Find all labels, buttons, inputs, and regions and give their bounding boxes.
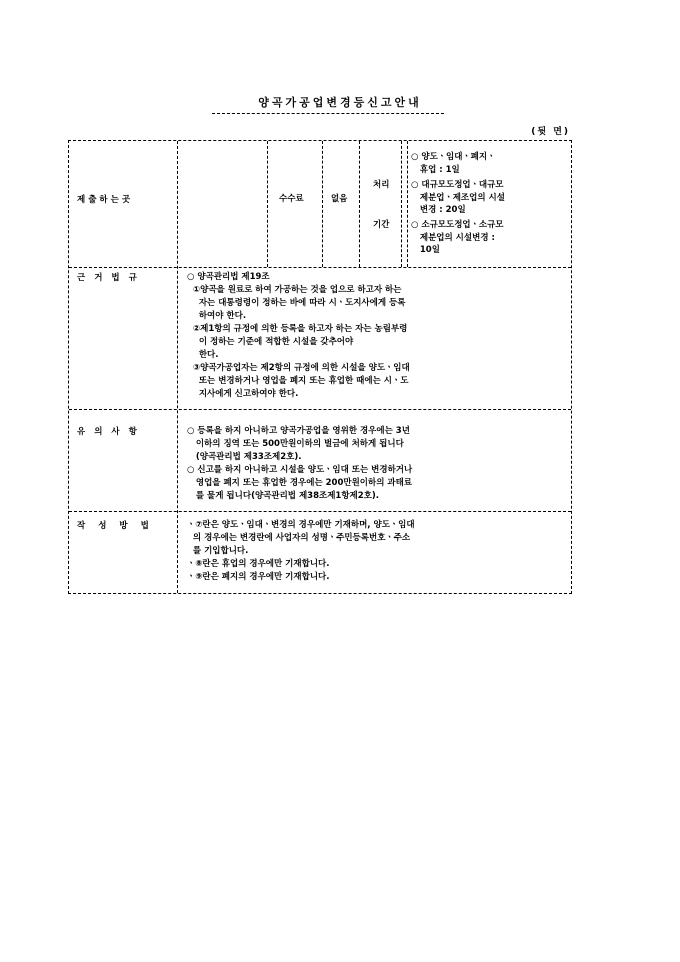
legal-basis-line: ②제1항의 규정에 의한 등록을 하고자 하는 자는 농림부령	[187, 324, 408, 334]
notes-label: 유의사항	[77, 427, 146, 437]
notes-line: 이하의 징역 또는 500만원이하의 벌금에 처하게 됩니다	[187, 439, 404, 449]
processing-period-label: 기간	[373, 220, 390, 230]
legal-basis-line: 하여야 한다.	[187, 311, 247, 321]
top-row-divider	[407, 141, 408, 267]
legal-basis-line: 한다.	[187, 350, 219, 360]
top-row-divider	[267, 141, 268, 267]
page-side-mark: (뒷 면)	[531, 127, 570, 137]
document-title: 양곡가공업변경등신고안내	[258, 96, 422, 109]
processing-item: ○ 소규모도정업ㆍ소규모 제분업의 시설변경 : 10일	[411, 220, 504, 255]
legal-basis-line: ①양곡을 원료로 하여 가공하는 것을 업으로 하고자 하는	[187, 285, 402, 295]
top-row-divider	[401, 141, 402, 267]
row-divider	[69, 409, 571, 410]
legal-basis-label: 근거법규	[77, 273, 146, 283]
legal-basis-line: 지사에게 신고하여야 한다.	[187, 389, 299, 399]
fee-label: 수수료	[279, 194, 304, 204]
top-row-divider	[322, 141, 323, 267]
info-table	[68, 140, 572, 594]
notes-line: 영업을 폐지 또는 휴업한 경우에는 200만원이하의 과태료	[187, 478, 413, 488]
method-label: 작성방법	[77, 521, 162, 531]
notes-line: 를 물게 됩니다(양곡관리법 제38조제1항제2호).	[187, 491, 379, 501]
top-row-divider	[359, 141, 360, 267]
processing-period-label: 처리	[373, 180, 390, 190]
legal-basis-line: 또는 변경하거나 영업을 폐지 또는 휴업한 때에는 시ㆍ도	[187, 376, 409, 386]
label-column-divider	[177, 141, 178, 593]
legal-basis-line: 이 정하는 기준에 적합한 시설을 갖추어야	[187, 337, 354, 347]
legal-basis-line: ○ 양곡관리법 제19조	[187, 272, 270, 282]
title-underline	[212, 113, 444, 114]
method-line: ㆍ⑨란은 폐지의 경우에만 기재합니다.	[187, 572, 330, 582]
notes-line: ○ 등록을 하지 아니하고 양곡가공업을 영위한 경우에는 3년	[187, 426, 410, 436]
processing-item: ○ 양도ㆍ임대ㆍ폐지ㆍ 휴업 : 1일	[411, 152, 496, 175]
legal-basis-line: ③양곡가공업자는 제2항의 규정에 의한 시설을 양도ㆍ임대	[187, 363, 410, 373]
method-line: 의 경우에는 변경란에 사업자의 성명ㆍ주민등록번호ㆍ주소	[187, 533, 411, 543]
notes-line: ○ 신고를 하지 아니하고 시설을 양도ㆍ임대 또는 변경하거나	[187, 465, 413, 475]
submit-to-label: 제출하는곳	[77, 195, 134, 205]
processing-item: ○ 대규모도정업ㆍ대규모 제분업ㆍ제조업의 시설 변경 : 20일	[411, 180, 505, 215]
method-line: 를 기입합니다.	[187, 546, 249, 556]
fee-value: 없음	[331, 194, 348, 204]
row-divider	[69, 511, 571, 512]
notes-line: (양곡관리법 제33조제2호).	[187, 452, 302, 462]
method-line: ㆍ⑧란은 휴업의 경우에만 기재합니다.	[187, 559, 330, 569]
row-divider	[69, 267, 571, 268]
method-line: ㆍ⑦란은 양도ㆍ임대ㆍ변경의 경우에만 기재하며, 양도ㆍ임대	[187, 520, 415, 530]
legal-basis-line: 자는 대통령령이 정하는 바에 따라 시ㆍ도지사에게 등록	[187, 298, 406, 308]
